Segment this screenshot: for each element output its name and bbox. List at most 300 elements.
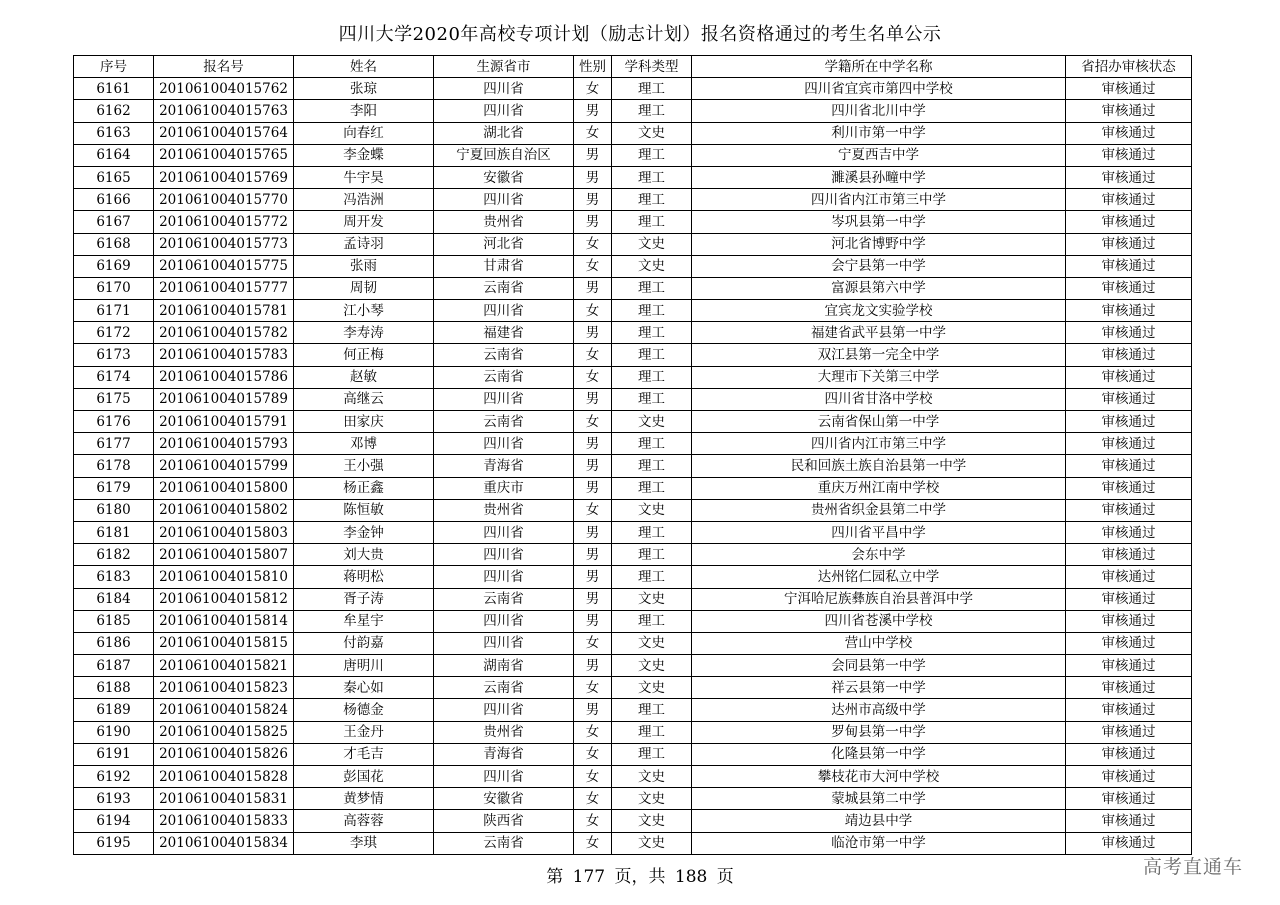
col-header-subject: 学科类型 bbox=[612, 56, 692, 78]
cell-school: 化隆县第一中学 bbox=[692, 743, 1066, 765]
page-footer: 第 177 页，共 188 页 bbox=[546, 867, 734, 887]
cell-school: 靖边县中学 bbox=[692, 810, 1066, 832]
cell-status: 审核通过 bbox=[1066, 166, 1192, 188]
cell-subject: 理工 bbox=[612, 521, 692, 543]
candidate-table bbox=[73, 55, 1192, 855]
cell-gender: 女 bbox=[574, 78, 612, 100]
cell-seq: 6176 bbox=[74, 411, 154, 433]
cell-school: 达州铭仁园私立中学 bbox=[692, 566, 1066, 588]
cell-subject: 文史 bbox=[612, 677, 692, 699]
cell-province: 云南省 bbox=[434, 588, 574, 610]
cell-seq: 6177 bbox=[74, 433, 154, 455]
cell-seq: 6166 bbox=[74, 189, 154, 211]
cell-school: 四川省甘洛中学校 bbox=[692, 388, 1066, 410]
cell-name: 李金蝶 bbox=[294, 144, 434, 166]
cell-seq: 6185 bbox=[74, 610, 154, 632]
table-row bbox=[74, 122, 1192, 144]
cell-school: 攀枝花市大河中学校 bbox=[692, 766, 1066, 788]
cell-status: 审核通过 bbox=[1066, 277, 1192, 299]
cell-name: 李阳 bbox=[294, 100, 434, 122]
cell-reg-no: 201061004015786 bbox=[154, 366, 294, 388]
cell-subject: 理工 bbox=[612, 721, 692, 743]
cell-subject: 理工 bbox=[612, 566, 692, 588]
cell-school: 河北省博野中学 bbox=[692, 233, 1066, 255]
table-row bbox=[74, 521, 1192, 543]
cell-province: 云南省 bbox=[434, 832, 574, 854]
cell-name: 向春红 bbox=[294, 122, 434, 144]
cell-name: 冯浩洲 bbox=[294, 189, 434, 211]
cell-subject: 文史 bbox=[612, 122, 692, 144]
cell-subject: 文史 bbox=[612, 499, 692, 521]
cell-name: 杨德金 bbox=[294, 699, 434, 721]
cell-status: 审核通过 bbox=[1066, 189, 1192, 211]
cell-status: 审核通过 bbox=[1066, 832, 1192, 854]
cell-reg-no: 201061004015828 bbox=[154, 766, 294, 788]
cell-seq: 6168 bbox=[74, 233, 154, 255]
cell-status: 审核通过 bbox=[1066, 677, 1192, 699]
col-header-name: 姓名 bbox=[294, 56, 434, 78]
cell-province: 四川省 bbox=[434, 544, 574, 566]
cell-subject: 文史 bbox=[612, 810, 692, 832]
cell-gender: 男 bbox=[574, 521, 612, 543]
cell-name: 牛宇昊 bbox=[294, 166, 434, 188]
cell-reg-no: 201061004015765 bbox=[154, 144, 294, 166]
table-row bbox=[74, 477, 1192, 499]
cell-status: 审核通过 bbox=[1066, 211, 1192, 233]
cell-reg-no: 201061004015810 bbox=[154, 566, 294, 588]
cell-reg-no: 201061004015831 bbox=[154, 788, 294, 810]
table-row bbox=[74, 632, 1192, 654]
cell-subject: 理工 bbox=[612, 610, 692, 632]
table-row bbox=[74, 455, 1192, 477]
cell-seq: 6163 bbox=[74, 122, 154, 144]
cell-status: 审核通过 bbox=[1066, 610, 1192, 632]
cell-subject: 文史 bbox=[612, 832, 692, 854]
cell-gender: 男 bbox=[574, 699, 612, 721]
cell-name: 周开发 bbox=[294, 211, 434, 233]
cell-name: 何正梅 bbox=[294, 344, 434, 366]
cell-subject: 理工 bbox=[612, 189, 692, 211]
cell-status: 审核通过 bbox=[1066, 366, 1192, 388]
cell-subject: 理工 bbox=[612, 277, 692, 299]
cell-status: 审核通过 bbox=[1066, 255, 1192, 277]
table-row bbox=[74, 743, 1192, 765]
cell-seq: 6161 bbox=[74, 78, 154, 100]
cell-gender: 男 bbox=[574, 100, 612, 122]
table-row bbox=[74, 610, 1192, 632]
cell-name: 黄梦情 bbox=[294, 788, 434, 810]
cell-gender: 男 bbox=[574, 544, 612, 566]
cell-reg-no: 201061004015799 bbox=[154, 455, 294, 477]
cell-status: 审核通过 bbox=[1066, 100, 1192, 122]
cell-province: 四川省 bbox=[434, 300, 574, 322]
cell-status: 审核通过 bbox=[1066, 788, 1192, 810]
table-row bbox=[74, 388, 1192, 410]
cell-gender: 女 bbox=[574, 344, 612, 366]
cell-subject: 文史 bbox=[612, 411, 692, 433]
table-header-row bbox=[74, 56, 1192, 78]
cell-province: 四川省 bbox=[434, 100, 574, 122]
table-row bbox=[74, 300, 1192, 322]
cell-seq: 6190 bbox=[74, 721, 154, 743]
col-header-seq: 序号 bbox=[74, 56, 154, 78]
cell-reg-no: 201061004015775 bbox=[154, 255, 294, 277]
table-row bbox=[74, 433, 1192, 455]
table-row bbox=[74, 499, 1192, 521]
cell-status: 审核通过 bbox=[1066, 300, 1192, 322]
cell-province: 四川省 bbox=[434, 78, 574, 100]
cell-province: 安徽省 bbox=[434, 166, 574, 188]
cell-subject: 理工 bbox=[612, 477, 692, 499]
cell-gender: 女 bbox=[574, 788, 612, 810]
table-row bbox=[74, 366, 1192, 388]
cell-province: 湖北省 bbox=[434, 122, 574, 144]
cell-status: 审核通过 bbox=[1066, 766, 1192, 788]
cell-reg-no: 201061004015769 bbox=[154, 166, 294, 188]
cell-status: 审核通过 bbox=[1066, 521, 1192, 543]
cell-gender: 女 bbox=[574, 366, 612, 388]
cell-school: 濉溪县孙疃中学 bbox=[692, 166, 1066, 188]
cell-gender: 女 bbox=[574, 255, 612, 277]
cell-gender: 男 bbox=[574, 144, 612, 166]
cell-status: 审核通过 bbox=[1066, 144, 1192, 166]
cell-school: 宁洱哈尼族彝族自治县普洱中学 bbox=[692, 588, 1066, 610]
cell-school: 蒙城县第二中学 bbox=[692, 788, 1066, 810]
cell-name: 秦心如 bbox=[294, 677, 434, 699]
cell-status: 审核通过 bbox=[1066, 455, 1192, 477]
table-row bbox=[74, 655, 1192, 677]
cell-reg-no: 201061004015783 bbox=[154, 344, 294, 366]
cell-reg-no: 201061004015826 bbox=[154, 743, 294, 765]
cell-name: 田家庆 bbox=[294, 411, 434, 433]
cell-province: 贵州省 bbox=[434, 721, 574, 743]
cell-gender: 男 bbox=[574, 277, 612, 299]
table-row bbox=[74, 189, 1192, 211]
cell-subject: 文史 bbox=[612, 255, 692, 277]
cell-province: 云南省 bbox=[434, 344, 574, 366]
cell-province: 贵州省 bbox=[434, 499, 574, 521]
cell-reg-no: 201061004015833 bbox=[154, 810, 294, 832]
table-row bbox=[74, 255, 1192, 277]
table-row bbox=[74, 166, 1192, 188]
cell-subject: 理工 bbox=[612, 433, 692, 455]
cell-subject: 文史 bbox=[612, 588, 692, 610]
col-header-status: 省招办审核状态 bbox=[1066, 56, 1192, 78]
cell-school: 双江县第一完全中学 bbox=[692, 344, 1066, 366]
table-row bbox=[74, 144, 1192, 166]
cell-seq: 6169 bbox=[74, 255, 154, 277]
cell-reg-no: 201061004015803 bbox=[154, 521, 294, 543]
cell-subject: 理工 bbox=[612, 544, 692, 566]
cell-school: 民和回族土族自治县第一中学 bbox=[692, 455, 1066, 477]
cell-seq: 6195 bbox=[74, 832, 154, 854]
cell-gender: 男 bbox=[574, 433, 612, 455]
cell-province: 四川省 bbox=[434, 766, 574, 788]
cell-seq: 6187 bbox=[74, 655, 154, 677]
cell-reg-no: 201061004015812 bbox=[154, 588, 294, 610]
cell-gender: 女 bbox=[574, 766, 612, 788]
cell-gender: 男 bbox=[574, 322, 612, 344]
cell-province: 云南省 bbox=[434, 277, 574, 299]
cell-seq: 6188 bbox=[74, 677, 154, 699]
cell-province: 青海省 bbox=[434, 455, 574, 477]
watermark-text: 高考直通车 bbox=[1143, 856, 1244, 878]
cell-status: 审核通过 bbox=[1066, 322, 1192, 344]
cell-reg-no: 201061004015781 bbox=[154, 300, 294, 322]
cell-reg-no: 201061004015802 bbox=[154, 499, 294, 521]
cell-seq: 6174 bbox=[74, 366, 154, 388]
table-row bbox=[74, 588, 1192, 610]
cell-reg-no: 201061004015807 bbox=[154, 544, 294, 566]
cell-gender: 女 bbox=[574, 632, 612, 654]
cell-province: 四川省 bbox=[434, 566, 574, 588]
cell-status: 审核通过 bbox=[1066, 78, 1192, 100]
cell-gender: 女 bbox=[574, 411, 612, 433]
table-row bbox=[74, 322, 1192, 344]
cell-name: 蒋明松 bbox=[294, 566, 434, 588]
table-row bbox=[74, 78, 1192, 100]
cell-province: 四川省 bbox=[434, 521, 574, 543]
cell-seq: 6172 bbox=[74, 322, 154, 344]
cell-province: 青海省 bbox=[434, 743, 574, 765]
cell-province: 云南省 bbox=[434, 366, 574, 388]
cell-subject: 理工 bbox=[612, 699, 692, 721]
cell-gender: 女 bbox=[574, 122, 612, 144]
cell-gender: 男 bbox=[574, 455, 612, 477]
cell-seq: 6178 bbox=[74, 455, 154, 477]
cell-subject: 文史 bbox=[612, 766, 692, 788]
cell-school: 大理市下关第三中学 bbox=[692, 366, 1066, 388]
cell-reg-no: 201061004015834 bbox=[154, 832, 294, 854]
cell-status: 审核通过 bbox=[1066, 544, 1192, 566]
cell-status: 审核通过 bbox=[1066, 411, 1192, 433]
cell-province: 云南省 bbox=[434, 677, 574, 699]
cell-name: 王金丹 bbox=[294, 721, 434, 743]
cell-subject: 理工 bbox=[612, 366, 692, 388]
cell-school: 利川市第一中学 bbox=[692, 122, 1066, 144]
cell-name: 高继云 bbox=[294, 388, 434, 410]
cell-school: 四川省宜宾市第四中学校 bbox=[692, 78, 1066, 100]
cell-gender: 男 bbox=[574, 655, 612, 677]
cell-status: 审核通过 bbox=[1066, 233, 1192, 255]
cell-subject: 文史 bbox=[612, 233, 692, 255]
cell-subject: 文史 bbox=[612, 655, 692, 677]
cell-name: 张琼 bbox=[294, 78, 434, 100]
table-row bbox=[74, 100, 1192, 122]
cell-province: 四川省 bbox=[434, 610, 574, 632]
cell-reg-no: 201061004015762 bbox=[154, 78, 294, 100]
document-title: 四川大学2020年高校专项计划（励志计划）报名资格通过的考生名单公示 bbox=[338, 24, 942, 45]
cell-status: 审核通过 bbox=[1066, 344, 1192, 366]
col-header-reg-no: 报名号 bbox=[154, 56, 294, 78]
cell-reg-no: 201061004015773 bbox=[154, 233, 294, 255]
cell-gender: 男 bbox=[574, 211, 612, 233]
cell-reg-no: 201061004015764 bbox=[154, 122, 294, 144]
table-body bbox=[74, 78, 1192, 855]
table-row bbox=[74, 788, 1192, 810]
cell-reg-no: 201061004015791 bbox=[154, 411, 294, 433]
cell-seq: 6181 bbox=[74, 521, 154, 543]
table-row bbox=[74, 544, 1192, 566]
cell-status: 审核通过 bbox=[1066, 566, 1192, 588]
col-header-gender: 性别 bbox=[574, 56, 612, 78]
cell-gender: 男 bbox=[574, 566, 612, 588]
cell-seq: 6170 bbox=[74, 277, 154, 299]
cell-reg-no: 201061004015793 bbox=[154, 433, 294, 455]
cell-name: 刘大贵 bbox=[294, 544, 434, 566]
table-row bbox=[74, 677, 1192, 699]
cell-seq: 6173 bbox=[74, 344, 154, 366]
table-row bbox=[74, 211, 1192, 233]
cell-school: 营山中学校 bbox=[692, 632, 1066, 654]
cell-school: 会东中学 bbox=[692, 544, 1066, 566]
cell-school: 重庆万州江南中学校 bbox=[692, 477, 1066, 499]
cell-seq: 6193 bbox=[74, 788, 154, 810]
cell-gender: 女 bbox=[574, 677, 612, 699]
cell-school: 富源县第六中学 bbox=[692, 277, 1066, 299]
cell-gender: 男 bbox=[574, 166, 612, 188]
cell-reg-no: 201061004015772 bbox=[154, 211, 294, 233]
cell-seq: 6171 bbox=[74, 300, 154, 322]
cell-subject: 理工 bbox=[612, 211, 692, 233]
cell-name: 江小琴 bbox=[294, 300, 434, 322]
cell-status: 审核通过 bbox=[1066, 433, 1192, 455]
col-header-school: 学籍所在中学名称 bbox=[692, 56, 1066, 78]
cell-seq: 6184 bbox=[74, 588, 154, 610]
cell-seq: 6191 bbox=[74, 743, 154, 765]
cell-name: 王小强 bbox=[294, 455, 434, 477]
cell-reg-no: 201061004015815 bbox=[154, 632, 294, 654]
cell-school: 临沧市第一中学 bbox=[692, 832, 1066, 854]
cell-status: 审核通过 bbox=[1066, 810, 1192, 832]
table-row bbox=[74, 699, 1192, 721]
cell-name: 胥子涛 bbox=[294, 588, 434, 610]
cell-school: 四川省北川中学 bbox=[692, 100, 1066, 122]
cell-status: 审核通过 bbox=[1066, 477, 1192, 499]
table-row bbox=[74, 566, 1192, 588]
cell-subject: 理工 bbox=[612, 388, 692, 410]
cell-seq: 6167 bbox=[74, 211, 154, 233]
cell-gender: 女 bbox=[574, 300, 612, 322]
cell-name: 高蓉蓉 bbox=[294, 810, 434, 832]
cell-seq: 6164 bbox=[74, 144, 154, 166]
cell-name: 杨正鑫 bbox=[294, 477, 434, 499]
col-header-province: 生源省市 bbox=[434, 56, 574, 78]
cell-province: 四川省 bbox=[434, 699, 574, 721]
cell-province: 甘肃省 bbox=[434, 255, 574, 277]
cell-subject: 理工 bbox=[612, 455, 692, 477]
cell-subject: 理工 bbox=[612, 100, 692, 122]
cell-reg-no: 201061004015821 bbox=[154, 655, 294, 677]
cell-province: 湖南省 bbox=[434, 655, 574, 677]
cell-subject: 文史 bbox=[612, 788, 692, 810]
cell-seq: 6162 bbox=[74, 100, 154, 122]
cell-seq: 6189 bbox=[74, 699, 154, 721]
cell-reg-no: 201061004015814 bbox=[154, 610, 294, 632]
cell-subject: 理工 bbox=[612, 144, 692, 166]
cell-school: 祥云县第一中学 bbox=[692, 677, 1066, 699]
cell-gender: 男 bbox=[574, 610, 612, 632]
cell-seq: 6194 bbox=[74, 810, 154, 832]
cell-subject: 理工 bbox=[612, 743, 692, 765]
cell-school: 达州市高级中学 bbox=[692, 699, 1066, 721]
cell-gender: 男 bbox=[574, 388, 612, 410]
cell-status: 审核通过 bbox=[1066, 699, 1192, 721]
cell-name: 孟诗羽 bbox=[294, 233, 434, 255]
cell-status: 审核通过 bbox=[1066, 122, 1192, 144]
cell-status: 审核通过 bbox=[1066, 743, 1192, 765]
cell-name: 李金钟 bbox=[294, 521, 434, 543]
cell-province: 安徽省 bbox=[434, 788, 574, 810]
cell-name: 邓博 bbox=[294, 433, 434, 455]
cell-province: 云南省 bbox=[434, 411, 574, 433]
cell-reg-no: 201061004015763 bbox=[154, 100, 294, 122]
cell-subject: 理工 bbox=[612, 78, 692, 100]
table-row bbox=[74, 721, 1192, 743]
cell-subject: 理工 bbox=[612, 322, 692, 344]
cell-name: 李寿涛 bbox=[294, 322, 434, 344]
cell-subject: 理工 bbox=[612, 166, 692, 188]
cell-status: 审核通过 bbox=[1066, 588, 1192, 610]
cell-seq: 6183 bbox=[74, 566, 154, 588]
cell-gender: 女 bbox=[574, 233, 612, 255]
cell-reg-no: 201061004015824 bbox=[154, 699, 294, 721]
cell-name: 赵敏 bbox=[294, 366, 434, 388]
cell-gender: 女 bbox=[574, 721, 612, 743]
cell-subject: 理工 bbox=[612, 300, 692, 322]
table-row bbox=[74, 344, 1192, 366]
cell-status: 审核通过 bbox=[1066, 655, 1192, 677]
cell-status: 审核通过 bbox=[1066, 721, 1192, 743]
cell-seq: 6179 bbox=[74, 477, 154, 499]
cell-school: 四川省内江市第三中学 bbox=[692, 189, 1066, 211]
cell-province: 四川省 bbox=[434, 632, 574, 654]
cell-reg-no: 201061004015777 bbox=[154, 277, 294, 299]
cell-seq: 6186 bbox=[74, 632, 154, 654]
cell-school: 岑巩县第一中学 bbox=[692, 211, 1066, 233]
cell-reg-no: 201061004015800 bbox=[154, 477, 294, 499]
cell-gender: 男 bbox=[574, 189, 612, 211]
table-row bbox=[74, 766, 1192, 788]
cell-school: 四川省内江市第三中学 bbox=[692, 433, 1066, 455]
cell-school: 罗甸县第一中学 bbox=[692, 721, 1066, 743]
cell-school: 宁夏西吉中学 bbox=[692, 144, 1066, 166]
cell-reg-no: 201061004015782 bbox=[154, 322, 294, 344]
table-row bbox=[74, 810, 1192, 832]
cell-status: 审核通过 bbox=[1066, 499, 1192, 521]
cell-school: 宜宾龙文实验学校 bbox=[692, 300, 1066, 322]
cell-gender: 女 bbox=[574, 810, 612, 832]
cell-subject: 文史 bbox=[612, 632, 692, 654]
cell-gender: 男 bbox=[574, 588, 612, 610]
cell-gender: 男 bbox=[574, 477, 612, 499]
cell-school: 四川省苍溪中学校 bbox=[692, 610, 1066, 632]
cell-name: 付韵嘉 bbox=[294, 632, 434, 654]
cell-school: 四川省平昌中学 bbox=[692, 521, 1066, 543]
cell-province: 四川省 bbox=[434, 189, 574, 211]
cell-province: 陕西省 bbox=[434, 810, 574, 832]
cell-seq: 6182 bbox=[74, 544, 154, 566]
cell-gender: 女 bbox=[574, 499, 612, 521]
cell-gender: 女 bbox=[574, 832, 612, 854]
cell-province: 宁夏回族自治区 bbox=[434, 144, 574, 166]
table-row bbox=[74, 277, 1192, 299]
cell-seq: 6180 bbox=[74, 499, 154, 521]
table-row bbox=[74, 233, 1192, 255]
cell-province: 重庆市 bbox=[434, 477, 574, 499]
cell-province: 河北省 bbox=[434, 233, 574, 255]
cell-name: 牟星宇 bbox=[294, 610, 434, 632]
